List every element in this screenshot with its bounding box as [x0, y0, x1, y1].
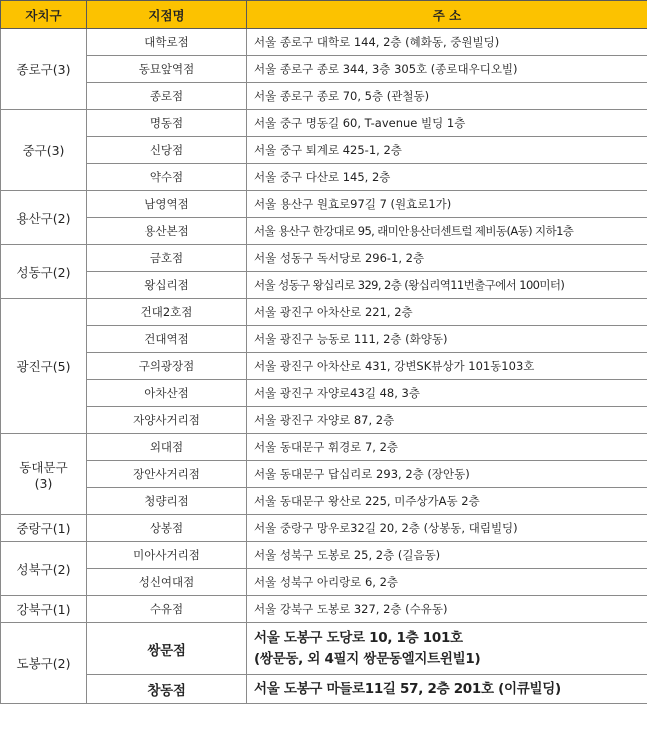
- branch-address: 서울 성북구 아리랑로 6, 2층: [247, 569, 647, 596]
- district-name: 동대문구: [19, 459, 68, 475]
- branch-name: 자양사거리점: [87, 407, 247, 434]
- table-row: [1, 137, 647, 164]
- branch-address: 서울 중구 명동길 60, T-avenue 빌딩 1층: [247, 110, 647, 137]
- table-row: [1, 56, 647, 83]
- table-row: [1, 245, 647, 272]
- table-row: [1, 515, 647, 542]
- branch-name: 건대역점: [87, 326, 247, 353]
- branch-name: 대학로점: [87, 29, 247, 56]
- table-row: [1, 326, 647, 353]
- table-row: [1, 542, 647, 569]
- branch-address: 서울 성동구 왕십리로 329, 2층 (왕십리역11번출구에서 100미터): [247, 272, 647, 299]
- branch-name: 왕십리점: [87, 272, 247, 299]
- branch-address: 서울 동대문구 휘경로 7, 2층: [247, 434, 647, 461]
- branch-name: 창동점: [87, 675, 247, 704]
- branch-address: 서울 광진구 자양로 87, 2층: [247, 407, 647, 434]
- branch-name: 동묘앞역점: [87, 56, 247, 83]
- branch-name: 신당점: [87, 137, 247, 164]
- branch-address: 서울 종로구 종로 344, 3층 305호 (종로대우디오빌): [247, 56, 647, 83]
- district-cell: 광진구(5): [1, 299, 87, 434]
- table-row: [1, 380, 647, 407]
- branch-name: 외대점: [87, 434, 247, 461]
- branch-address: 서울 광진구 능동로 111, 2층 (화양동): [247, 326, 647, 353]
- table-row: [1, 164, 647, 191]
- branch-address: 서울 종로구 대학로 144, 2층 (혜화동, 중원빌딩): [247, 29, 647, 56]
- district-cell: 성북구(2): [1, 542, 87, 596]
- table-row: [1, 461, 647, 488]
- branch-address: 서울 중랑구 망우로32길 20, 2층 (상봉동, 대림빌딩): [247, 515, 647, 542]
- table-row: [1, 569, 647, 596]
- branch-name: 약수점: [87, 164, 247, 191]
- branch-address: 서울 도봉구 마들로11길 57, 2층 201호 (이큐빌딩): [247, 675, 647, 704]
- branch-address: 서울 종로구 종로 70, 5층 (관철동): [247, 83, 647, 110]
- branch-address: 서울 중구 퇴계로 425-1, 2층: [247, 137, 647, 164]
- table-row: [1, 83, 647, 110]
- table-row: [1, 218, 647, 245]
- table-row: [1, 110, 647, 137]
- district-cell: [1, 434, 87, 515]
- branch-name: 미아사거리점: [87, 542, 247, 569]
- branch-address: 서울 동대문구 왕산로 225, 미주상가A동 2층: [247, 488, 647, 515]
- branch-name: 용산본점: [87, 218, 247, 245]
- branch-name: 건대2호점: [87, 299, 247, 326]
- district-cell: 용산구(2): [1, 191, 87, 245]
- branch-address: 서울 용산구 원효로97길 7 (원효로1가): [247, 191, 647, 218]
- table-row: [1, 191, 647, 218]
- district-cell: 중랑구(1): [1, 515, 87, 542]
- branch-address: 서울 광진구 아차산로 221, 2층: [247, 299, 647, 326]
- table-row: [1, 407, 647, 434]
- table-row: [1, 29, 647, 56]
- address-line-1: 서울 도봉구 도당로 10, 1층 101호: [254, 629, 463, 646]
- branch-name: 명동점: [87, 110, 247, 137]
- branch-name: 쌍문점: [87, 623, 247, 675]
- branch-name: 금호점: [87, 245, 247, 272]
- table-row: [1, 488, 647, 515]
- branch-address: 서울 성동구 독서당로 296-1, 2층: [247, 245, 647, 272]
- branch-name: 상봉점: [87, 515, 247, 542]
- branch-name: 구의광장점: [87, 353, 247, 380]
- district-cell: 도봉구(2): [1, 623, 87, 704]
- branch-name: 종로점: [87, 83, 247, 110]
- branch-name: 아차산점: [87, 380, 247, 407]
- address-line-2: (쌍문동, 외 4필지 쌍문동엘지트윈빌1): [254, 650, 481, 667]
- branch-name: 청량리점: [87, 488, 247, 515]
- branch-address: 서울 동대문구 답십리로 293, 2층 (장안동): [247, 461, 647, 488]
- district-cell: 성동구(2): [1, 245, 87, 299]
- table-row: [1, 675, 647, 704]
- table-row: [1, 272, 647, 299]
- header-branch: 지점명: [87, 1, 247, 29]
- district-count: (3): [34, 475, 53, 491]
- table-row: [1, 623, 647, 675]
- branch-address: 서울 성북구 도봉로 25, 2층 (길음동): [247, 542, 647, 569]
- header-address: 주 소: [247, 1, 647, 29]
- district-cell: 강북구(1): [1, 596, 87, 623]
- district-cell: 종로구(3): [1, 29, 87, 110]
- branch-address: 서울 광진구 아차산로 431, 강변SK뷰상가 101동103호: [247, 353, 647, 380]
- branch-name: 장안사거리점: [87, 461, 247, 488]
- table-row: [1, 353, 647, 380]
- branch-address: 서울 중구 다산로 145, 2층: [247, 164, 647, 191]
- branch-name: 남영역점: [87, 191, 247, 218]
- header-district: 자치구: [1, 1, 87, 29]
- branch-name: 수유점: [87, 596, 247, 623]
- table-row: [1, 299, 647, 326]
- district-cell: 중구(3): [1, 110, 87, 191]
- branch-address: 서울 강북구 도봉로 327, 2층 (수유동): [247, 596, 647, 623]
- branch-name: 성신여대점: [87, 569, 247, 596]
- table-row: [1, 434, 647, 461]
- header-row: [1, 1, 647, 29]
- branch-address: [247, 623, 647, 675]
- branch-address: 서울 광진구 자양로43길 48, 3층: [247, 380, 647, 407]
- table-row: [1, 596, 647, 623]
- branch-address: 서울 용산구 한강대로 95, 래미안용산더센트럴 제비동(A동) 지하1층: [247, 218, 647, 245]
